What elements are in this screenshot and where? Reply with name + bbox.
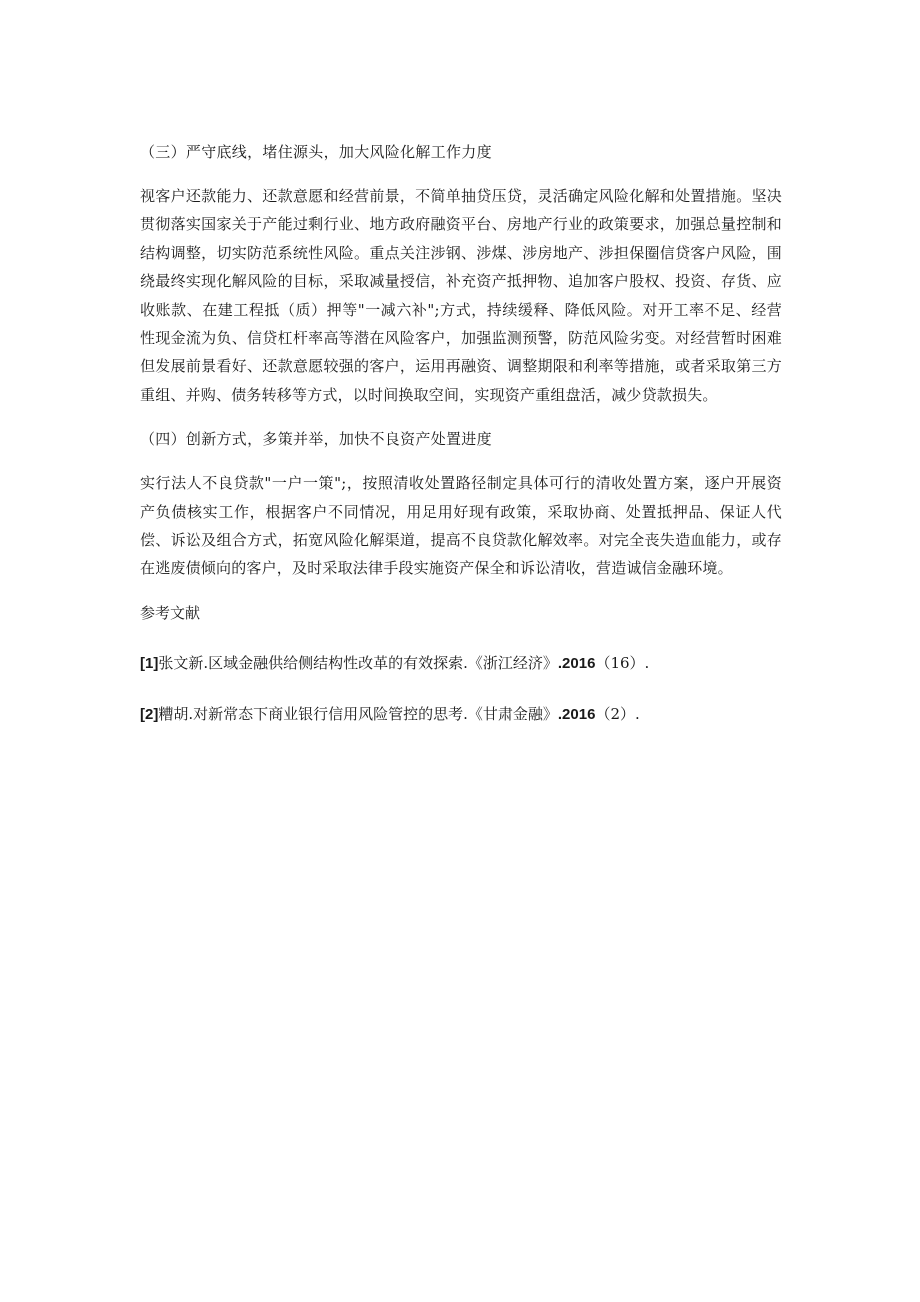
reference-item-1: [140, 649, 782, 678]
reference-year: .2016: [557, 705, 596, 723]
section-paragraph-4: 实行法人不良贷款"一户一策";，按照清收处置路径制定具体可行的清收处置方案，逐户开展资产负债核实工作，根据客户不同情况，用足用好现有政策，采取协商、处置抵押品、保证人代偿、诉讼及组合方式，拓宽风险化解渠道，提高不良贷款化解效率。对完全丧失造血能力，或存在逃废债倾向的客户，及时采取法律手段实施资产保全和诉讼清收，营造诚信金融环境。: [140, 474, 782, 578]
reference-number: [2]: [140, 705, 159, 723]
section-heading-4: （四）创新方式，多策并举，加快不良资产处置进度: [140, 430, 492, 449]
reference-text: 张文新.区域金融供给侧结构性改革的有效探索.《浙江经济》: [158, 653, 558, 672]
reference-year: .2016: [557, 654, 596, 672]
section-heading-3: （三）严守底线，堵住源头，加大风险化解工作力度: [140, 143, 492, 161]
section-paragraph-3: 视客户还款能力、还款意愿和经营前景，不简单抽贷压贷，灵活确定风险化解和处置措施。坚决贯彻落实国家关于产能过剩行业、地方政府融资平台、房地产行业的政策要求，加强总量控制和结构调整，切实防范系统性风险。重点关注涉钢、涉煤、涉房地产、涉担保圈信贷客户风险，围绕最终实现化解风险的目标，采取减量授信，补充资产抵押物、追加客户股权、投资、存货、应收账款、在建工程抵（质）押等"一减六补";方式，持续缓释、降低风险。对开工率不足、经营性现金流为负、信贷杠杆率高等潜在风险客户，加强监测预警，防范风险劣变。对经营暂时困难但发展前景看好、还款意愿较强的客户，运用再融资、调整期限和利率等措施，或者采取第三方重组、并购、债务转移等方式，以时间换取空间，实现资产重组盘活，减少贷款损失。: [140, 187, 782, 404]
reference-item-2: [140, 700, 782, 729]
reference-text: 糟胡.对新常态下商业银行信用风险管控的思考.《甘肃金融》: [158, 704, 558, 723]
reference-number: [1]: [140, 654, 159, 672]
references-title: 参考文献: [140, 603, 201, 622]
reference-issue: （16）.: [595, 653, 650, 672]
document-page: [140, 138, 782, 751]
reference-issue: （2）.: [595, 704, 640, 723]
